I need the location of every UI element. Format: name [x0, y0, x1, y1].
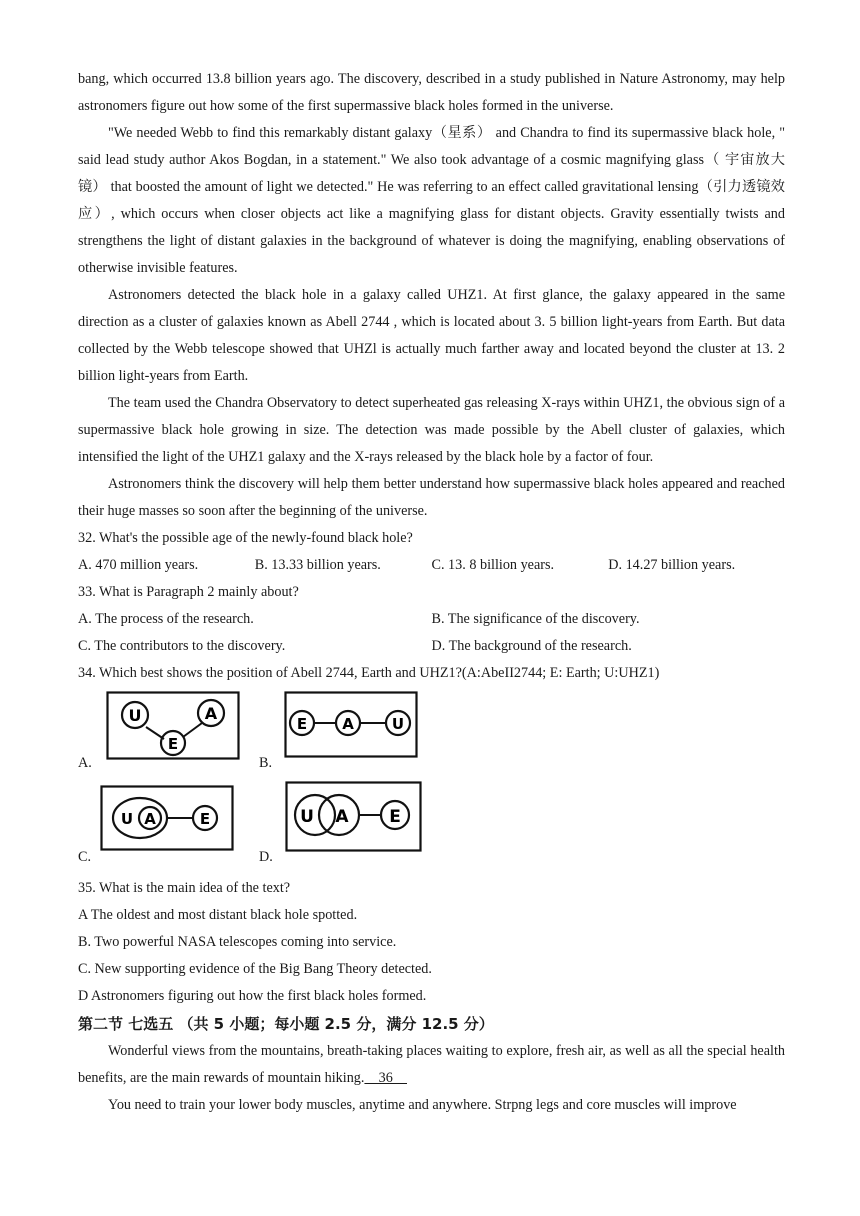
question-33-options-row1 [78, 606, 785, 633]
section-2-paragraph-1-text: Wonderful views from the mountains, breath-taking places waiting to explore, fresh air, as well as all the special health benefits, are the main rewards of mountain hiking. [78, 1043, 785, 1086]
q34-option-c-label[interactable]: C. [78, 849, 92, 865]
passage-paragraph-3: Astronomers detected the black hole in a galaxy called UHZ1. At first glance, the galaxy appeared in the same direction as a cluster of galaxies known as Abell 2744 , which is located about 3. 5 billion light-years from Earth. But data collected by the Webb telescope showed that UHZl is actually much farther away and located beyond the cluster at 13. 2 billion light-years from Earth. [78, 287, 785, 384]
diagram-d-a-letter: A [335, 807, 349, 827]
blank-36[interactable]: 36 [364, 1070, 407, 1086]
q35-option-a[interactable]: A The oldest and most distant black hole spotted. [78, 907, 358, 923]
q33-option-d[interactable]: D. The background of the research. [431, 638, 632, 654]
q35-option-c[interactable]: C. New supporting evidence of the Big Bang Theory detected. [78, 961, 432, 977]
diagram-b-e-letter: E [296, 715, 308, 733]
diagram-c-a-letter: A [144, 810, 156, 828]
exam-page [78, 66, 785, 1119]
q34-diagram-a[interactable] [106, 691, 240, 763]
question-33-options-row2 [78, 633, 785, 660]
q34-figure-row-2 [78, 781, 785, 875]
diagram-a-a-letter: A [204, 704, 218, 723]
diagram-c-e-letter: E [199, 810, 211, 828]
q33-option-a[interactable]: A. The process of the research. [78, 611, 254, 627]
question-32-stem: 32. What's the possible age of the newly-found black hole? [78, 530, 413, 546]
q34-diagram-c[interactable] [100, 785, 234, 853]
question-32-options [78, 552, 785, 579]
diagram-a-e-letter: E [167, 735, 179, 753]
diagram-d-e-letter: E [389, 807, 401, 827]
question-33-stem: 33. What is Paragraph 2 mainly about? [78, 584, 299, 600]
q32-option-c[interactable]: C. 13. 8 billion years. [431, 557, 555, 573]
passage-paragraph-5: Astronomers think the discovery will help them better understand how supermassive black holes appeared and reached their huge masses so soon after the beginning of the universe. [78, 476, 785, 519]
diagram-b-u-letter: U [391, 715, 405, 733]
question-35-stem: 35. What is the main idea of the text? [78, 880, 291, 896]
q34-figure-row-1 [78, 687, 785, 781]
q32-option-d[interactable]: D. 14.27 billion years. [608, 557, 736, 573]
q32-option-b[interactable]: B. 13.33 billion years. [254, 557, 381, 573]
q34-option-a-label[interactable]: A. [78, 755, 92, 771]
diagram-a-u-letter: U [128, 706, 142, 725]
q33-option-b[interactable]: B. The significance of the discovery. [431, 611, 640, 627]
q34-diagram-b[interactable] [284, 691, 418, 761]
passage-paragraph-2: "We needed Webb to find this remarkably distant galaxy（星系） and Chandra to find its supermassive black hole, " said lead study author Akos Bogdan, in a statement." We also took advantage of a cosmic magnifying glass（ 宇宙放大镜） that boosted the amount of light we detected." He was referring to an effect called gravitational lensing（引力透镜效应）, which occurs when closer objects act like a magnifying glass for distant objects. Gravity essentially twists and strengthens the light of distant galaxies in the background of whatever is doing the magnifying, enabling observations of otherwise invisible features. [78, 125, 785, 276]
diagram-b-a-letter: A [342, 715, 354, 733]
q35-option-b[interactable]: B. Two powerful NASA telescopes coming into service. [78, 934, 397, 950]
question-34-stem: 34. Which best shows the position of Abell 2744, Earth and UHZ1?(A:AbeII2744; E: Earth; U:UHZ1) [78, 665, 660, 681]
q34-option-b-label[interactable]: B. [259, 755, 273, 771]
passage-paragraph-1: bang, which occurred 13.8 billion years ago. The discovery, described in a study published in Nature Astronomy, may help astronomers figure out how some of the first supermassive black holes formed in the universe. [78, 71, 785, 114]
section-2-paragraph-1 [78, 1038, 785, 1092]
section-2-title: 第二节 七选五 （共 5 小题；每小题 2.5 分，满分 12.5 分） [78, 1015, 494, 1033]
diagram-c-u-letter: U [120, 810, 134, 828]
q34-diagram-d[interactable] [285, 781, 423, 853]
section-2-paragraph-2: You need to train your lower body muscles, anytime and anywhere. Strpng legs and core muscles will improve [108, 1097, 737, 1113]
passage-paragraph-4: The team used the Chandra Observatory to detect superheated gas releasing X-rays within UHZ1, the obvious sign of a supermassive black hole growing in size. The detection was made possible by the Abell cluster of galaxies, which intensified the light of the UHZ1 galaxy and the X-rays released by the black hole by a factor of four. [78, 395, 785, 465]
q35-option-d[interactable]: D Astronomers figuring out how the first black holes formed. [78, 988, 427, 1004]
q33-option-c[interactable]: C. The contributors to the discovery. [78, 638, 286, 654]
q32-option-a[interactable]: A. 470 million years. [78, 557, 199, 573]
diagram-d-u-letter: U [300, 807, 314, 827]
q34-option-d-label[interactable]: D. [259, 849, 273, 865]
